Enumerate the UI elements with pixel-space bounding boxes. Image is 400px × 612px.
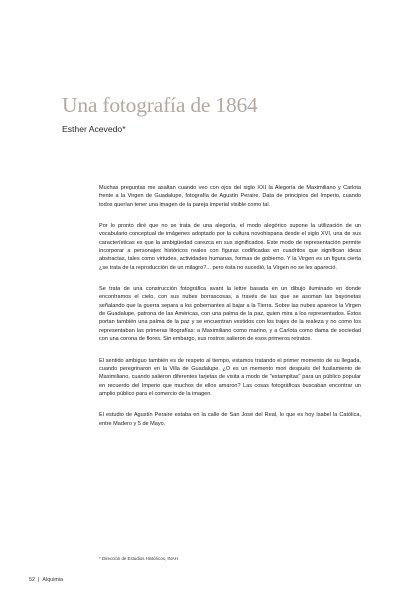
paragraph: Por lo pronto diré que no se trata de una alegoría, el modo alegórico supone la utilización de un vocabulario conceptual de imágenes adoptado por la cultura novohispana desde el siglo XVI, una de sus características es que la ambigüedad carezca en sus significados. Este modo de representación permite incorporar a personajes históricos reales con figuras codificadas en cuadritos que significan ideas abstractas, tales como virtudes, actividades humanas, formas de gobierno. Y la Virgen es un figura cierta ¿se trata de la reproducción de un milagro?... pero ésta no sucedió, la Virgen no se les apareció. <box>99 223 361 271</box>
page-number: 52 <box>29 577 35 583</box>
page-footer <box>29 577 63 583</box>
footnote: * Dirección de Estudios Históricos, INAH <box>99 556 178 561</box>
paragraph: El estudio de Agustín Peraire estaba en la calle de San José del Real, lo que es hoy Isabel la Católica, entre Madero y 5 de Mayo. <box>99 412 361 427</box>
publication-name: Alquimia <box>42 577 64 583</box>
article-title: Una fotografía de 1864 <box>62 93 258 117</box>
folio-separator: | <box>38 577 40 583</box>
paragraph: Muchas preguntas me asaltan cuando veo con ojos del siglo XXI la Alegoría de Maximiliano y Carlota frente a la Virgen de Guadalupe, fotografía de Agustín Peraire. Data de principios del Imperio, cuando todos querían tener una imagen de la pareja imperial visible como tal. <box>99 185 361 208</box>
paragraph: El sentido ambiguo también es de respeto al tiempo, estamos tratando el primer momento de su llegada, cuando peregrinaron en la Villa de Guadalupe. ¿O es un memento mori después del fusilamiento de Maximiliano, cuando salieron diferentes tarjetas de visita a modo de "estampitas" para un público popular en recuerdo del Imperio que muchos de ellos amaron? Las cosas fotográficas buscaban encontrar un amplio público para el comercio de la imagen. <box>99 357 361 397</box>
author-name: Esther Acevedo* <box>62 124 126 134</box>
paragraph: Se trata de una construcción fotográfica avant la lettre basada en un dibujo iluminado en donde encontramos el cielo, con sus nubes borrascosas, a través de las que se asoman las bayonetas señalando que la guerra separa a los gobernantes al bajar a la Tierra. Sobre las nubes aparece la Virgen de Guadalupe, patrona de las Américas, con una palma de la paz, quien mira a los representados. Éstos portan también una palma de la paz y se encuentran vestidos con los trajes de la realeza y no como los representaban las primeras litografías: a Maximiliano como marino, y a Carlota como dama de sociedad con una corona de flores. Sin embargo, sus rostros salieron de esos primeros retratos. <box>99 286 361 343</box>
article-body <box>99 184 361 441</box>
